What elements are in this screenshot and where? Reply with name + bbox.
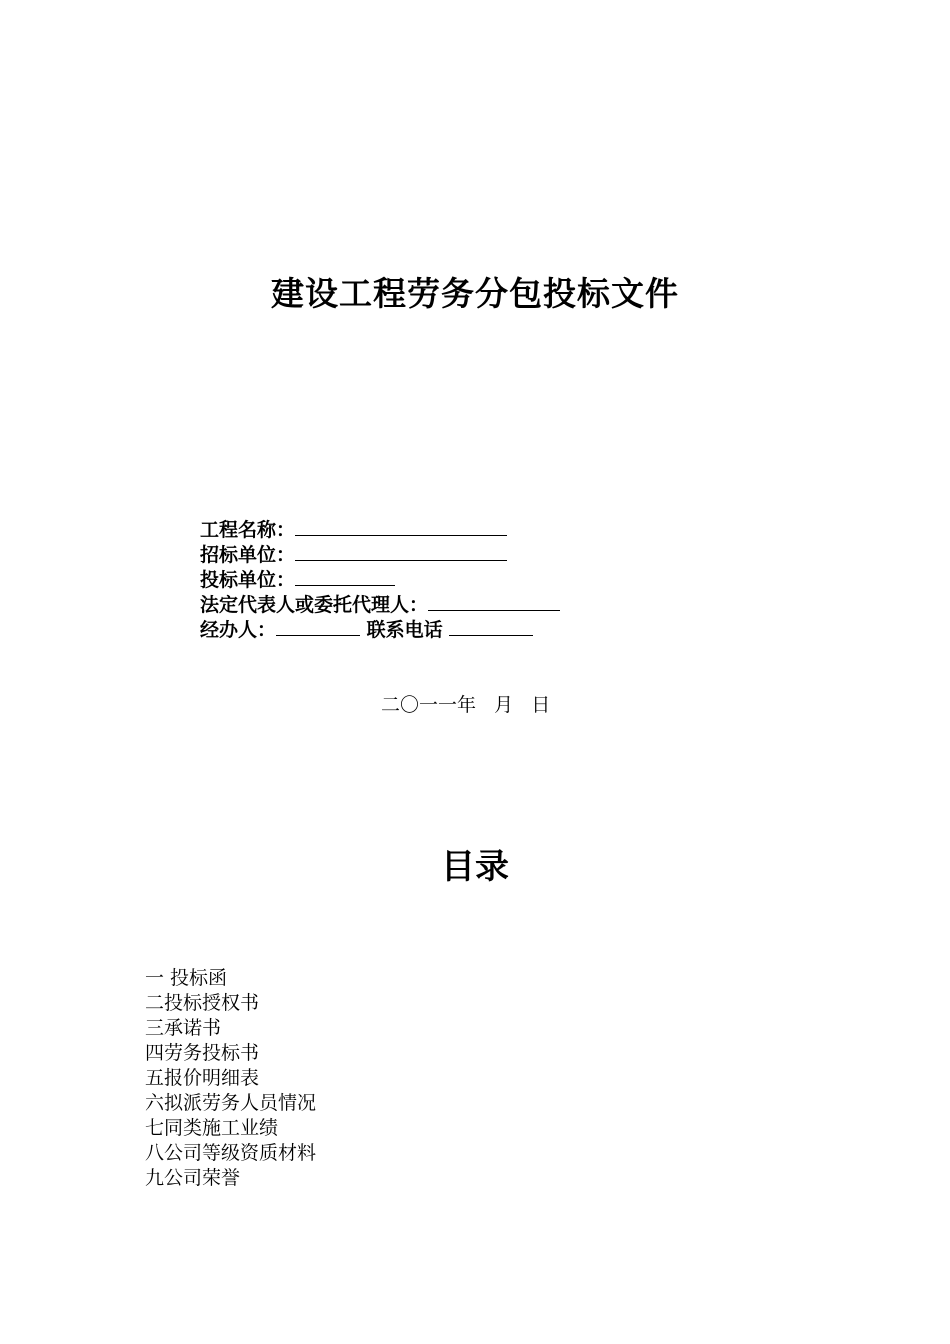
- phone-blank: [449, 618, 533, 636]
- toc-item: 一 投标函: [145, 967, 228, 989]
- toc-item: 八公司等级资质材料: [145, 1142, 317, 1164]
- project-name-row: [200, 518, 560, 543]
- legal-rep-label: 法定代表人或委托代理人：: [200, 594, 429, 616]
- project-name-label: 工程名称：: [200, 519, 296, 541]
- legal-rep-row: [200, 593, 560, 618]
- toc-item: 四劳务投标书: [145, 1042, 260, 1064]
- phone-label: 联系电话: [366, 619, 443, 641]
- toc-item: 六拟派劳务人员情况: [145, 1092, 317, 1114]
- toc-item: 二投标授权书: [145, 992, 260, 1014]
- document-title: 建设工程劳务分包投标文件: [271, 274, 679, 313]
- project-name-blank: [295, 518, 507, 536]
- toc-title: 目录: [441, 847, 509, 887]
- toc-item: 三承诺书: [145, 1017, 222, 1039]
- tender-unit-label: 招标单位：: [200, 544, 296, 566]
- cover-fields: [200, 518, 560, 643]
- handler-blank: [276, 618, 360, 636]
- tender-unit-blank: [295, 543, 507, 561]
- toc-list: [145, 966, 316, 1191]
- handler-label: 经办人：: [200, 619, 277, 641]
- legal-rep-blank: [428, 593, 560, 611]
- bid-unit-label: 投标单位：: [200, 569, 296, 591]
- toc-item: 五报价明细表: [145, 1067, 260, 1089]
- date-line: 二〇一一年 月 日: [381, 694, 551, 716]
- bid-unit-row: [200, 568, 560, 593]
- toc-item: 九公司荣誉: [145, 1167, 241, 1189]
- toc-item: 七同类施工业绩: [145, 1117, 279, 1139]
- handler-row: [200, 618, 560, 643]
- bid-unit-blank: [295, 568, 395, 586]
- tender-unit-row: [200, 543, 560, 568]
